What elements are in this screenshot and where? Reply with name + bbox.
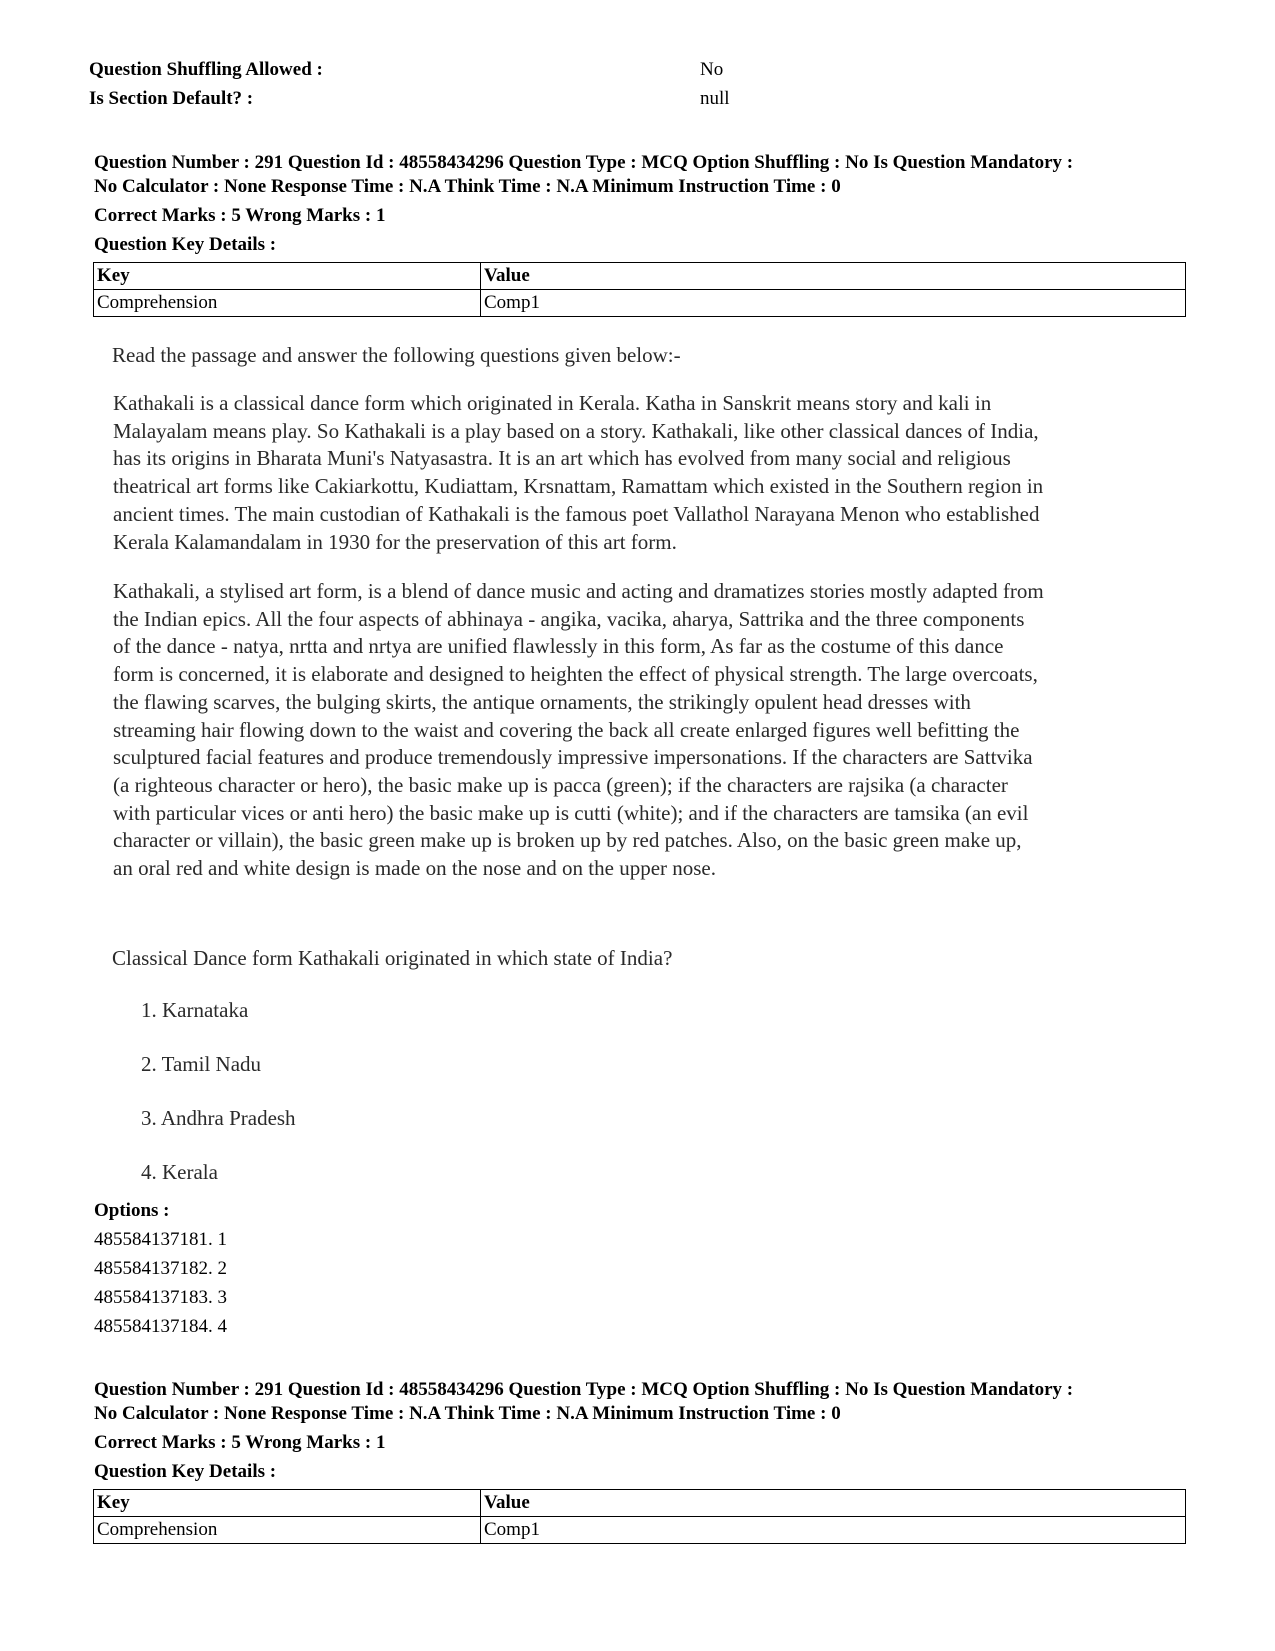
passage-line: character or villain), the basic green make up is broken up by red patches. Also, on the basic green make up,: [113, 828, 1022, 853]
table-header-key: Key: [94, 263, 481, 290]
table-row: [94, 290, 1186, 317]
question-choice: 1. Karnataka: [141, 998, 249, 1022]
passage-line: Kerala Kalamandalam in 1930 for the preservation of this art form.: [113, 529, 677, 554]
passage-line: the Indian epics. All the four aspects of abhinaya - angika, vacika, aharya, Sattrika and the three components: [113, 606, 1025, 631]
passage-line: streaming hair flowing down to the waist and covering the back all create enlarged figures well befitting the: [113, 717, 1020, 742]
section-default-label: Is Section Default? :: [89, 88, 254, 109]
section-default-value: null: [700, 88, 730, 109]
passage-paragraph-2: [113, 578, 1178, 883]
question-choice: 2. Tamil Nadu: [141, 1052, 262, 1076]
passage-line: an oral red and white design is made on the nose and on the upper nose.: [113, 856, 717, 881]
table-header-value: Value: [481, 1490, 1186, 1517]
question-marks: Correct Marks : 5 Wrong Marks : 1: [94, 205, 386, 226]
question-marks: Correct Marks : 5 Wrong Marks : 1: [94, 1432, 386, 1453]
question-meta-line-1: Question Number : 291 Question Id : 48558434296 Question Type : MCQ Option Shuffling : No Is Question Mandatory :: [94, 1379, 1074, 1400]
table-cell-value: Comp1: [481, 290, 1186, 317]
question-meta-line-1: Question Number : 291 Question Id : 48558434296 Question Type : MCQ Option Shuffling : No Is Question Mandatory :: [94, 152, 1074, 173]
question-meta-line-2: No Calculator : None Response Time : N.A Think Time : N.A Minimum Instruction Time : 0: [94, 176, 841, 197]
passage-paragraph-1: [113, 390, 1178, 556]
passage-line: theatrical art forms like Cakiarkottu, Kudiattam, Krsnattam, Ramattam which existed in the Southern region in: [113, 474, 1044, 499]
passage-line: ancient times. The main custodian of Kathakali is the famous poet Vallathol Narayana Menon who established: [113, 501, 1040, 526]
question-key-details-label: Question Key Details :: [94, 1461, 277, 1482]
question-choice: 4. Kerala: [141, 1160, 218, 1184]
question-key-table: [93, 1489, 1186, 1544]
passage-line: Kathakali, a stylised art form, is a blend of dance music and acting and dramatizes stories mostly adapted from: [113, 579, 1044, 603]
table-cell-value: Comp1: [481, 1517, 1186, 1544]
table-header-key: Key: [94, 1490, 481, 1517]
question-text: Classical Dance form Kathakali originated in which state of India?: [112, 946, 673, 970]
passage-line: form is concerned, it is elaborate and designed to heighten the effect of physical strength. The large overcoats,: [113, 662, 1038, 687]
passage-line: Malayalam means play. So Kathakali is a play based on a story. Kathakali, like other classical dances of India,: [113, 418, 1039, 443]
shuffling-allowed-label: Question Shuffling Allowed :: [89, 59, 323, 80]
passage-line: with particular vices or anti hero) the basic make up is cutti (white); and if the characters are tamsika (an evil: [113, 800, 1029, 825]
option-item: 485584137182. 2: [94, 1258, 227, 1279]
table-row: [94, 1517, 1186, 1544]
table-header-row: [94, 1490, 1186, 1517]
question-meta-line-2: No Calculator : None Response Time : N.A Think Time : N.A Minimum Instruction Time : 0: [94, 1403, 841, 1424]
passage-instruction: Read the passage and answer the following questions given below:-: [112, 343, 681, 367]
question-key-details-label: Question Key Details :: [94, 234, 277, 255]
option-item: 485584137183. 3: [94, 1287, 227, 1308]
passage-line: sculptured facial features and produce tremendously impressive impersonations. If the characters are Sattvika: [113, 745, 1033, 770]
question-key-table: [93, 262, 1186, 317]
passage-line: has its origins in Bharata Muni's Natyasastra. It is an art which has evolved from many social and religious: [113, 446, 1011, 471]
table-cell-key: Comprehension: [94, 1517, 481, 1544]
option-item: 485584137181. 1: [94, 1229, 227, 1250]
question-choice: 3. Andhra Pradesh: [141, 1106, 296, 1130]
table-header-row: [94, 263, 1186, 290]
options-label: Options :: [94, 1200, 170, 1221]
table-cell-key: Comprehension: [94, 290, 481, 317]
shuffling-allowed-value: No: [700, 59, 724, 80]
passage-line: Kathakali is a classical dance form which originated in Kerala. Katha in Sanskrit means story and kali in: [113, 391, 992, 415]
option-item: 485584137184. 4: [94, 1316, 227, 1337]
passage-line: of the dance - natya, nrtta and nrtya are unified flawlessly in this form, As far as the costume of this dance: [113, 634, 1004, 659]
table-header-value: Value: [481, 263, 1186, 290]
passage-line: the flawing scarves, the bulging skirts, the antique ornaments, the strikingly opulent head dresses with: [113, 689, 971, 714]
passage-line: (a righteous character or hero), the basic make up is pacca (green); if the characters are rajsika (a character: [113, 772, 1008, 797]
